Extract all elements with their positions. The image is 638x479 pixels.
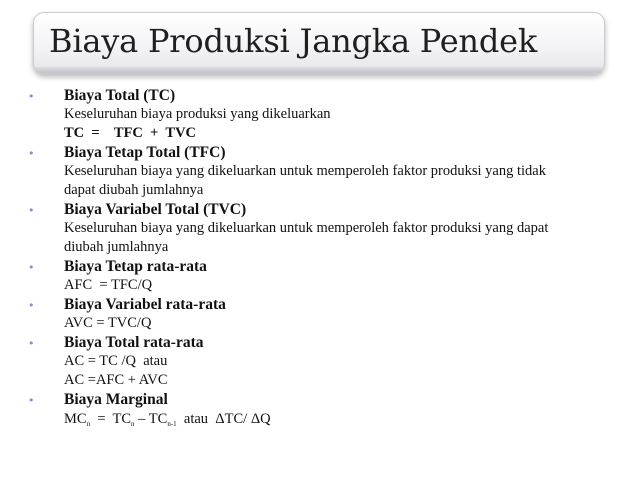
item-heading: Biaya Marginal (64, 391, 168, 408)
bullet-icon: • (28, 337, 35, 350)
list-item (28, 257, 628, 295)
item-heading: Biaya Total (TC) (64, 87, 176, 104)
item-text: diubah jumlahnya (64, 239, 169, 255)
item-text: Keseluruhan biaya produksi yang dikeluarkan (64, 106, 331, 122)
bullet-icon: • (28, 261, 35, 274)
item-text: Keseluruhan biaya yang dikeluarkan untuk memperoleh faktor produksi yang tidak (64, 163, 546, 179)
marginal-cost-formula (64, 409, 628, 435)
formula-alt: atau ΔTC/ ΔQ (176, 411, 271, 427)
mc-subscript: n (86, 420, 91, 428)
bullet-icon: • (28, 299, 35, 312)
item-formula: AC =AFC + AVC (64, 372, 168, 388)
tc-subscript: n (131, 420, 135, 428)
item-formula: TC = TFC + TVC (64, 125, 197, 141)
item-heading: Biaya Tetap Total (TFC) (64, 144, 226, 161)
item-heading: Biaya Tetap rata-rata (64, 258, 207, 275)
mc-symbol: MC (64, 411, 87, 427)
page-title: Biaya Produksi Jangka Pendek (49, 22, 538, 60)
bullet-icon: • (28, 90, 35, 103)
item-text: dapat diubah jumlahnya (64, 182, 204, 198)
item-formula: AVC = TVC/Q (64, 315, 152, 331)
bullet-icon: • (28, 204, 35, 217)
item-heading: Biaya Variabel rata-rata (64, 296, 226, 313)
item-formula: AC = TC /Q atau (64, 353, 168, 369)
bullet-list (28, 86, 628, 435)
formula-minus: – TC (134, 411, 168, 427)
bullet-icon: • (28, 147, 35, 160)
title-banner (33, 12, 605, 74)
item-heading: Biaya Variabel Total (TVC) (64, 201, 247, 218)
item-formula: AFC = TFC/Q (64, 277, 153, 293)
item-heading: Biaya Total rata-rata (64, 334, 204, 351)
list-item (28, 143, 628, 200)
item-text: Keseluruhan biaya yang dikeluarkan untuk memperoleh faktor produksi yang dapat (64, 220, 549, 236)
tc-prev-subscript: n-1 (167, 420, 177, 428)
bullet-icon: • (28, 394, 35, 407)
list-item (28, 200, 628, 257)
formula-equals: = TC (90, 411, 132, 427)
list-item (28, 390, 628, 435)
list-item (28, 333, 628, 390)
list-item (28, 295, 628, 333)
list-item (28, 86, 628, 143)
